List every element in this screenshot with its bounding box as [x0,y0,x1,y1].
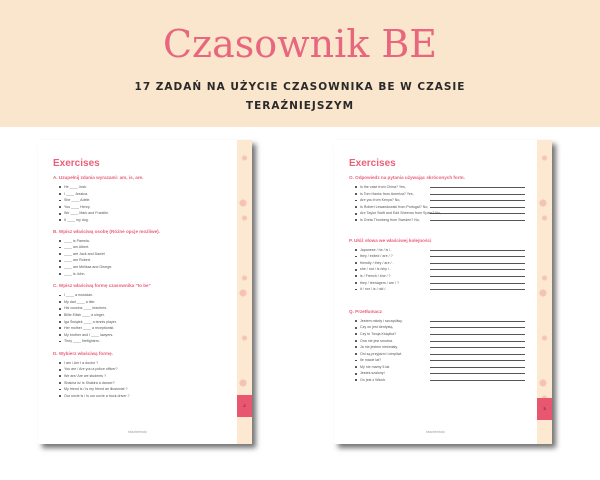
exercise-item: My friend is / Is my friend an illusionist ? [59,386,228,393]
exercise-item [355,364,528,371]
exercise-text: Jestem młody i szczęśliwy. [360,318,403,323]
answer-line [430,318,525,322]
exercise-text: she / not / is /shy / . [360,267,391,272]
exercise-text: Czy to Twoja Książka? [360,331,397,336]
exercise-item [355,247,528,254]
exercise-list [355,247,528,293]
answer-line [430,184,525,188]
exercise-item [355,184,528,191]
page-footer: teacherindo [128,430,147,434]
exercise-item: He ____ Josh. [59,184,228,191]
exercise-item [355,370,528,377]
exercises-heading: Exercises [53,158,100,169]
exercise-item [355,331,528,338]
exercise-item: Iga Świątek ____ a tennis player. [59,319,228,326]
exercises-heading: Exercises [349,158,396,169]
exercise-item [355,338,528,345]
exercise-item [355,204,528,211]
exercise-item [355,280,528,287]
header-banner [0,0,600,127]
exercise-text: they / exited / are / ? [360,254,393,259]
section-title: Q. Przetłumacz [349,308,382,314]
exercise-item: ____ is Pamela. [59,238,228,245]
answer-line [430,344,525,348]
page-content [349,158,528,384]
answer-line [430,286,525,290]
answer-line [430,280,525,284]
answer-line [430,210,525,214]
exercise-item [355,344,528,351]
exercise-text: Czy on jest dentystą. [360,325,394,330]
exercise-item [355,266,528,273]
answer-line [430,247,525,251]
answer-line [430,324,525,328]
exercise-item [355,191,528,198]
exercise-item: I am / Am I a doctor ? [59,360,228,367]
answer-line [430,338,525,342]
exercise-item [355,318,528,325]
answer-line [430,260,525,264]
exercise-item: My dad ____ a tiler. [59,299,228,306]
exercise-item: We ____ Mark and Franklin. [59,210,228,217]
exercise-list [355,318,528,384]
section-title: P. Ułóż słowa we właściwej kolejności [349,237,432,243]
answer-line [430,364,525,368]
exercise-text: Oni są przyjaźni i cierpliwi. [360,351,403,356]
answer-line [430,204,525,208]
exercise-item [355,260,528,267]
exercise-item: Billie Eilish ____ a singer. [59,312,228,319]
worksheet-page-1 [38,140,252,444]
exercise-item [355,324,528,331]
exercise-item [355,197,528,204]
exercise-text: friendly / they / are / . [360,260,394,265]
exercise-item: I ____ Jessica. [59,191,228,198]
exercise-list [59,238,228,278]
exercise-text: Jesteś szalony! [360,371,385,376]
exercise-list [59,184,228,224]
exercise-text: Are Taylor Swift and Edd Sheeran from Spain? No, [360,211,441,216]
exercise-item: It ____ my dog. [59,217,228,224]
exercise-item: His cousins ____ teachers. [59,305,228,312]
exercise-text: Ile macie lat? [360,358,382,363]
product-subtitle: 17 ZADAŃ NA UŻYCIE CZASOWNIKA BE W CZASIE TERAŹNIEJSZYM [134,81,466,112]
exercise-text: they / teenagers / are / ? [360,280,399,285]
exercise-text: Is the vase from China? Yes, [360,185,406,189]
exercise-list [59,360,228,400]
exercise-item: Shakira is/ Is Shakira a dancer? [59,380,228,387]
exercise-text: Is Greta Thunberg from Sweden? No, [360,217,420,222]
exercise-item: Our uncle is / Is our uncle a truck driver ? [59,393,228,400]
answer-line [430,191,525,195]
exercise-item [355,253,528,260]
exercise-list [59,292,228,345]
answer-line [430,266,525,270]
exercise-text: Ja nie jestem nieśmiały. [360,345,398,350]
exercise-item: ____ are Melissa and George. [59,264,228,271]
answer-line [430,331,525,335]
exercise-text: Ona nie jest smutna. [360,338,393,343]
exercise-item [355,273,528,280]
exercise-text: My nie mamy 5 lat. [360,364,391,369]
page-footer: teacherindo [426,430,445,434]
exercise-text: Japanese / he / is / . [360,247,393,252]
answer-line [430,253,525,257]
answer-line [430,377,525,381]
exercise-item [355,377,528,384]
exercise-item: ____ are Jack and Daniel [59,251,228,258]
exercise-item: You ____ Henry. [59,204,228,211]
exercise-item [355,286,528,293]
exercise-item: They ____ firefighters. [59,338,228,345]
exercise-item: Her mother ____ a receptionist. [59,325,228,332]
section-title: D. Wybierz właściwą formę. [53,350,113,356]
answer-line [430,197,525,201]
answer-line [430,351,525,355]
page-content [53,158,228,399]
exercise-item: You are / Are you a police officer? [59,366,228,373]
worksheet-page-2 [334,140,552,444]
exercise-item [355,210,528,217]
exercise-text: is / French / she / ? [360,273,391,278]
exercise-item: She ____ Adele. [59,197,228,204]
section-title: A. Uzupełnij zdania wyrazami: am, is, are. [53,175,144,180]
product-title: Czasownik BE [162,22,438,66]
exercise-item: ____ am Albert. [59,244,228,251]
exercise-text: it / nor / is / old / . [360,287,388,292]
exercise-list [355,184,528,224]
section-title: C. Wpisz właściwą formę czasownika "to be" [53,283,151,289]
exercise-item [355,217,528,224]
answer-line [430,357,525,361]
exercise-item: ____ are Robert. [59,257,228,264]
exercise-item: We are/ Are we students ? [59,373,228,380]
answer-line [430,370,525,374]
page-number-badge: 3 [537,398,552,420]
exercise-item: I ____ a musician. [59,292,228,299]
exercise-text: On jest z Włoch. [360,378,387,383]
exercise-item [355,351,528,358]
answer-line [430,273,525,277]
exercise-text: Is Tom Hanks from America? Yes, [360,191,414,196]
exercise-text: Are you from Kenya? No, [360,198,401,203]
section-title: O. Odpowiedz na pytania używając skróconych form. [349,175,465,180]
exercise-item [355,357,528,364]
exercise-item: ____ is John. [59,271,228,278]
exercise-item: My brother and I ____ lawyers. [59,332,228,339]
section-title: B. Wpisz właściwą osobę (Różne opcje możliwe). [53,228,160,234]
page-number-badge: 2 [237,395,252,417]
answer-line [430,217,525,221]
exercise-text: Is Robert Lewandowski from Portugal? No, [360,204,429,209]
